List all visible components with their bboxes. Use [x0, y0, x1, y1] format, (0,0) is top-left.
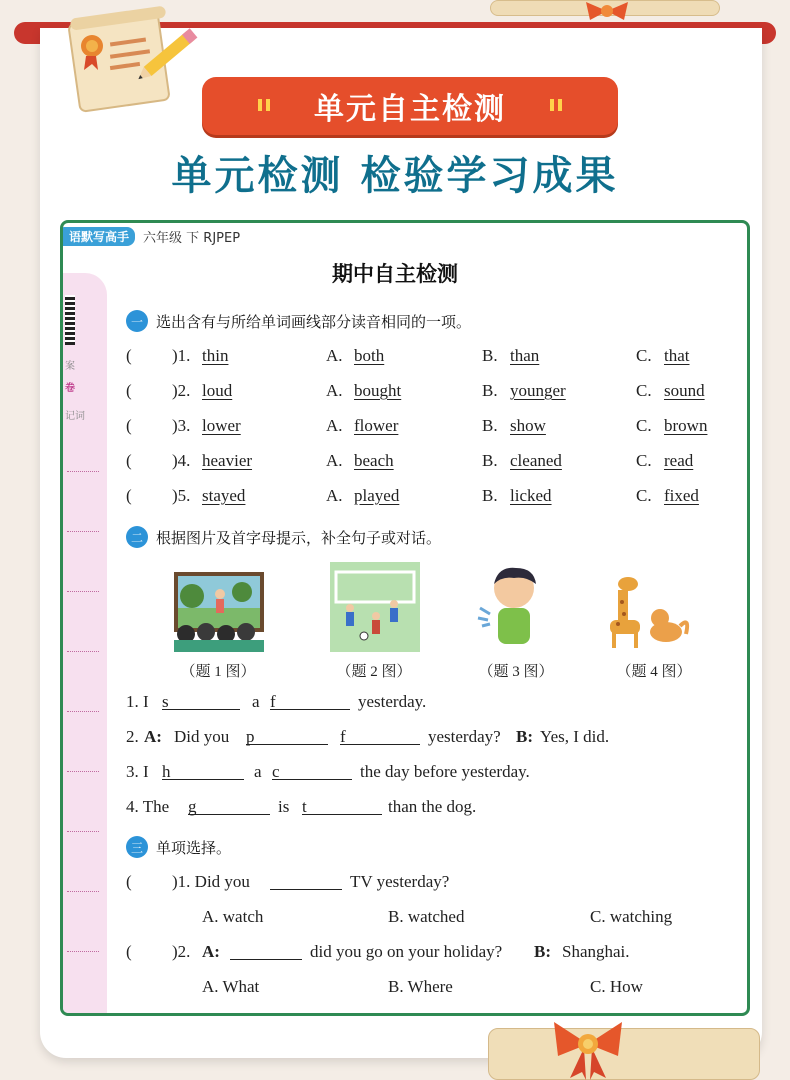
dotted-line — [67, 471, 99, 472]
target-word: loud — [202, 381, 233, 400]
blank-field[interactable] — [188, 797, 270, 817]
option-word: licked — [510, 486, 552, 505]
dotted-line — [67, 591, 99, 592]
section-banner — [202, 77, 618, 135]
option-word: younger — [510, 381, 566, 400]
blank-hint: f — [340, 727, 420, 745]
ribbon-bottom-icon — [548, 1012, 628, 1080]
side-label: 卷 — [65, 383, 75, 394]
section-instruction: 单项选择。 — [156, 838, 232, 857]
question-text: Yes, I did. — [540, 727, 610, 746]
picture-caption: （题 2 图） — [336, 664, 412, 680]
option[interactable]: C. watching — [590, 907, 673, 926]
options-row — [126, 977, 726, 1001]
blank-field[interactable] — [162, 762, 244, 782]
options-row — [126, 907, 726, 931]
question-row — [126, 416, 726, 440]
question-text: 1. I — [126, 692, 149, 711]
answer-paren[interactable]: ( — [126, 416, 132, 435]
section-1-heading — [126, 310, 471, 332]
choice-row — [126, 872, 726, 896]
question-text: a — [254, 762, 262, 781]
dotted-line — [67, 891, 99, 892]
section-number-badge: 一 — [126, 310, 148, 332]
question-row — [126, 381, 726, 405]
answer-paren[interactable]: ( — [126, 942, 132, 961]
section-number-badge: 二 — [126, 526, 148, 548]
option-label: C. — [636, 381, 652, 400]
question-text: TV yesterday? — [350, 872, 450, 891]
question-text: did you go on your holiday? — [310, 942, 503, 961]
question-text: the day before yesterday. — [360, 762, 530, 781]
option-label: A. — [326, 416, 343, 435]
question-text: than the dog. — [388, 797, 477, 816]
answer-paren[interactable]: ( — [126, 451, 132, 470]
option-label: C. — [636, 346, 652, 365]
section-number-badge: 三 — [126, 836, 148, 858]
dotted-line — [67, 831, 99, 832]
question-text: is — [278, 797, 290, 816]
speaker-label: A: — [144, 727, 162, 746]
answer-paren[interactable]: ( — [126, 346, 132, 365]
option-label: B. — [482, 451, 498, 470]
dotted-line — [67, 951, 99, 952]
blank-hint: g — [188, 797, 270, 815]
question-row — [126, 346, 726, 370]
football-illustration — [330, 562, 420, 652]
option[interactable]: C. How — [590, 977, 643, 996]
target-word: stayed — [202, 486, 246, 505]
blank-line — [270, 872, 342, 890]
boy-sneezing-illustration — [474, 562, 554, 652]
option-word: beach — [354, 451, 394, 470]
side-label: 案 — [65, 361, 75, 372]
question-text: )2. — [172, 942, 191, 961]
blank-field[interactable] — [246, 727, 328, 747]
option-word: fixed — [664, 486, 699, 505]
fill-in-row — [126, 762, 726, 786]
section-instruction: 根据图片及首字母提示，补全句子或对话。 — [156, 528, 442, 547]
question-text: Shanghai. — [562, 942, 630, 961]
side-label: 记词 — [65, 411, 85, 422]
option-word: show — [510, 416, 546, 435]
dotted-line — [67, 531, 99, 532]
option-word: brown — [664, 416, 708, 435]
blank-hint: t — [302, 797, 382, 815]
option-label: C. — [636, 416, 652, 435]
blank-hint: h — [162, 762, 244, 780]
question-text: yesterday. — [358, 692, 427, 711]
option-label: B. — [482, 416, 498, 435]
question-text: )1. Did you — [172, 872, 250, 891]
target-word: thin — [202, 346, 229, 365]
question-text: 3. I — [126, 762, 149, 781]
question-number: )5. — [172, 486, 191, 505]
blank-field[interactable] — [162, 692, 240, 712]
option-label: B. — [482, 346, 498, 365]
question-number: )4. — [172, 451, 191, 470]
target-word: heavier — [202, 451, 253, 470]
choice-row — [126, 942, 726, 966]
option-label: A. — [326, 346, 343, 365]
option-label: A. — [326, 486, 343, 505]
option-word: played — [354, 486, 400, 505]
option-word: that — [664, 346, 690, 365]
headline: 单元检测 检验学习成果 — [171, 153, 619, 199]
fill-in-row — [126, 692, 726, 716]
series-logo: 语默写高手 — [63, 227, 135, 246]
speaker-label: B: — [516, 727, 533, 746]
grade-label: 六年级 下 RJPEP — [143, 231, 241, 246]
option[interactable]: A. What — [202, 977, 260, 996]
blank-hint: p — [246, 727, 328, 745]
option-word: than — [510, 346, 540, 365]
option-label: B. — [482, 486, 498, 505]
answer-paren[interactable]: ( — [126, 872, 132, 891]
giraffe-dog-illustration — [604, 562, 694, 652]
blank-line — [230, 942, 302, 960]
certificate-pencil-icon — [56, 6, 206, 116]
option-label: A. — [326, 381, 343, 400]
option[interactable]: A. watch — [202, 907, 264, 926]
quote-mark-icon — [550, 99, 562, 111]
picture-caption: （题 1 图） — [180, 664, 256, 680]
quote-mark-icon — [258, 99, 270, 111]
answer-paren[interactable]: ( — [126, 486, 132, 505]
question-row — [126, 486, 726, 510]
cinema-illustration — [172, 562, 266, 652]
option-word: read — [664, 451, 694, 470]
dotted-line — [67, 711, 99, 712]
banner-title: 单元自主检测 — [314, 92, 506, 127]
picture-caption: （题 3 图） — [478, 664, 554, 680]
option-word: cleaned — [510, 451, 562, 470]
blank-field[interactable] — [272, 762, 352, 782]
question-text: yesterday? — [428, 727, 501, 746]
option-word: sound — [664, 381, 705, 400]
option[interactable]: B. watched — [388, 907, 465, 926]
dotted-line — [67, 651, 99, 652]
qr-code-icon — [65, 295, 75, 345]
option-label: B. — [482, 381, 498, 400]
question-number: )2. — [172, 381, 191, 400]
section-3-heading — [126, 836, 231, 858]
option-word: flower — [354, 416, 399, 435]
picture-caption: （题 4 图） — [616, 664, 692, 680]
option-label: C. — [636, 451, 652, 470]
question-number: )1. — [172, 346, 191, 365]
section-instruction: 选出含有与所给单词画线部分读音相同的一项。 — [156, 312, 472, 331]
ribbon-top-icon — [582, 0, 632, 22]
fill-in-row — [126, 727, 726, 751]
option-word: both — [354, 346, 385, 365]
blank-field[interactable] — [270, 692, 350, 712]
blank-hint: s — [162, 692, 240, 710]
blank-field[interactable] — [340, 727, 420, 747]
option[interactable]: B. Where — [388, 977, 453, 996]
answer-paren[interactable]: ( — [126, 381, 132, 400]
blank-field[interactable] — [302, 797, 382, 817]
target-word: lower — [202, 416, 241, 435]
speaker-label: B: — [534, 942, 551, 961]
blank-hint: f — [270, 692, 350, 710]
question-text: Did you — [174, 727, 230, 746]
option-label: A. — [326, 451, 343, 470]
worksheet-header — [63, 227, 240, 246]
question-number: )3. — [172, 416, 191, 435]
section-2-heading — [126, 526, 441, 548]
speaker-label: A: — [202, 942, 220, 961]
fill-in-row — [126, 797, 726, 821]
option-label: C. — [636, 486, 652, 505]
question-text: 2. — [126, 727, 139, 746]
worksheet-title: 期中自主检测 — [332, 262, 458, 286]
blank-hint: c — [272, 762, 352, 780]
question-text: 4. The — [126, 797, 170, 816]
question-text: a — [252, 692, 260, 711]
dotted-line — [67, 771, 99, 772]
question-row — [126, 451, 726, 475]
option-word: bought — [354, 381, 402, 400]
